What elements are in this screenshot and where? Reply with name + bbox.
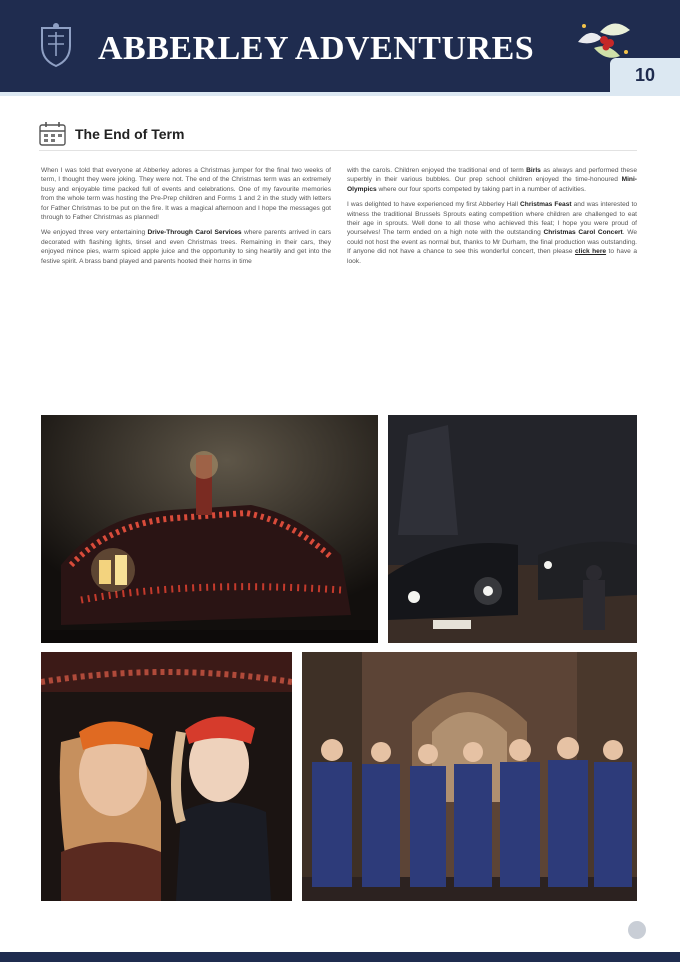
calendar-icon — [39, 122, 66, 146]
paragraph-text: where our four sports competed by taking part in a number of activities. — [376, 185, 586, 193]
paragraph-text: where parents arrived in cars decorated with flashing lights, tinsel and even Christmas trees. Remaining in their cars, they enjoyed mince pies, warm spiced apple juice and the opportunity to sing heartily and get into the festive spirit. A brass band played and parents hooted their horns in time — [41, 229, 331, 265]
paragraph-text: as always and performed these superbly in their various bubbles. Our prep school children enjoyed the time-honoured — [347, 167, 637, 184]
children-party-hats-photo — [41, 652, 292, 901]
decorated-car-photo — [41, 415, 378, 643]
section-title: The End of Term — [75, 126, 185, 142]
paragraph-text: We enjoyed three very entertaining — [41, 229, 148, 237]
bold-text: Christmas Feast — [520, 201, 572, 209]
carol-choir-photo — [302, 652, 637, 901]
article-column-right — [347, 166, 637, 272]
bold-text: Drive-Through Carol Services — [147, 229, 242, 237]
paragraph-text: and was interested to witness the traditional Brussels Sprouts eating competition where children are challenged to eat their age in sprouts. Well done to all those who achieved this feat; I hope you were proud of yourselves! The term ended on a high note with the outstanding — [347, 201, 637, 237]
bold-text: Christmas Carol Concert — [543, 229, 623, 237]
page-footer — [0, 952, 680, 962]
article-column-left — [41, 166, 331, 272]
paragraph-text: . We could not host the event as normal but, thanks to Mr Durham, the final production was outstanding. If anyone did not have a chance to see this wonderful concert, then please — [347, 229, 637, 256]
drive-through-cars-photo — [388, 415, 637, 643]
page-title: ABBERLEY ADVENTURES — [98, 30, 535, 67]
paragraph — [347, 166, 637, 194]
paragraph — [41, 228, 331, 266]
bold-text: Mini-Olympics — [347, 176, 637, 193]
header-band — [0, 92, 680, 96]
paragraph-text: with the carols. Children enjoyed the traditional end of term — [347, 167, 527, 174]
page-indicator-icon — [628, 921, 646, 939]
paragraph-text: to have a look. — [347, 248, 637, 265]
section-divider — [39, 150, 637, 151]
paragraph — [41, 166, 331, 222]
page-number-badge: 10 — [610, 58, 680, 92]
paragraph-text: I was delighted to have experienced my first Abberley Hall — [347, 201, 521, 209]
page-header — [0, 0, 680, 92]
school-crest-icon — [38, 22, 74, 68]
bold-text: Birls — [526, 167, 541, 174]
click-here-link[interactable]: click here — [574, 248, 607, 256]
paragraph-text: When I was told that everyone at Abberley adores a Christmas jumper for the final two weeks of term, I thought they were joking. They were not. The end of the Christmas term was an extremely busy and enjoyable time packed full of events and celebrations. One of my favourite memories from the whole term was hosting the Pre-Prep children and Forms 1 and 2 in the study with letters for Father Christmas to be put on the fire. It was a magical afternoon and I hope the messages got through to Father Christmas as planned! — [41, 167, 331, 222]
paragraph — [347, 200, 637, 266]
